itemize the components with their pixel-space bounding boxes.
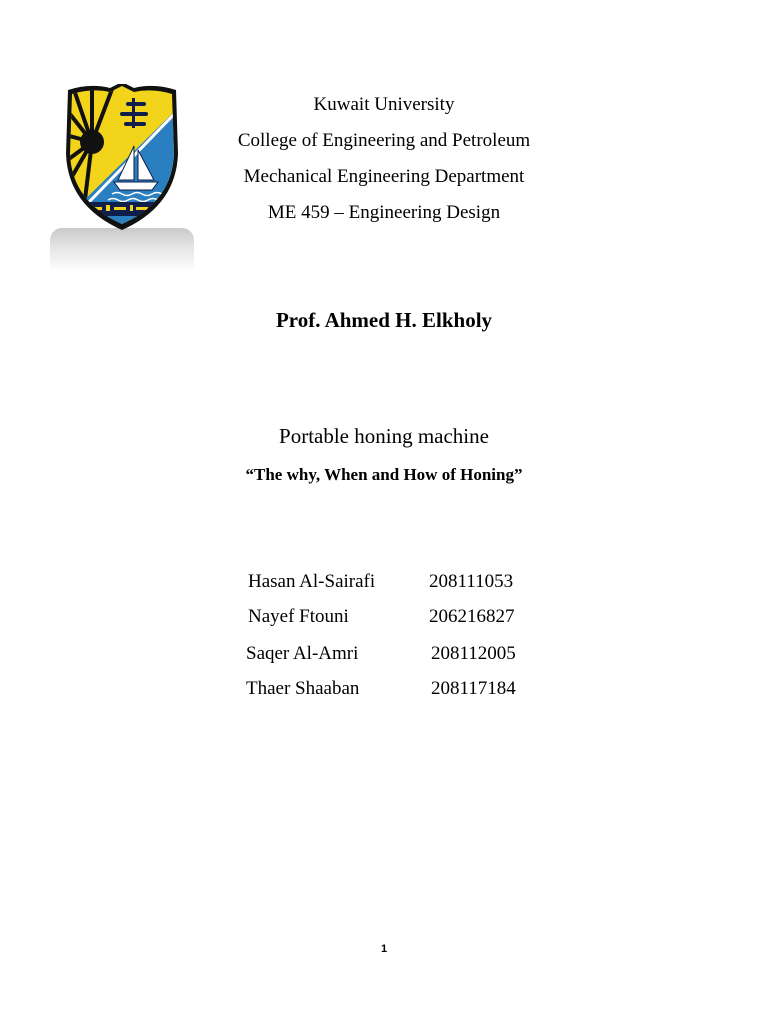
student-id: 206216827 <box>429 606 515 627</box>
professor-name: Prof. Ahmed H. Elkholy <box>275 308 493 332</box>
university-name: Kuwait University <box>313 94 455 115</box>
student-name: Thaer Shaaban <box>246 678 360 699</box>
student-id: 208111053 <box>429 571 514 592</box>
student-id: 208112005 <box>431 643 516 664</box>
student-id: 208117184 <box>431 678 516 699</box>
project-subtitle: “The why, When and How of Honing” <box>245 465 523 484</box>
student-name: Hasan Al-Sairafi <box>248 571 376 592</box>
student-name: Nayef Ftouni <box>248 606 349 627</box>
college-name: College of Engineering and Petroleum <box>237 130 531 151</box>
course-name: ME 459 – Engineering Design <box>267 202 501 223</box>
page-number: 1 <box>380 943 388 955</box>
project-title: Portable honing machine <box>279 424 489 448</box>
department-name: Mechanical Engineering Department <box>243 166 525 187</box>
student-name: Saqer Al-Amri <box>246 643 359 664</box>
logo-reflection <box>50 228 194 272</box>
